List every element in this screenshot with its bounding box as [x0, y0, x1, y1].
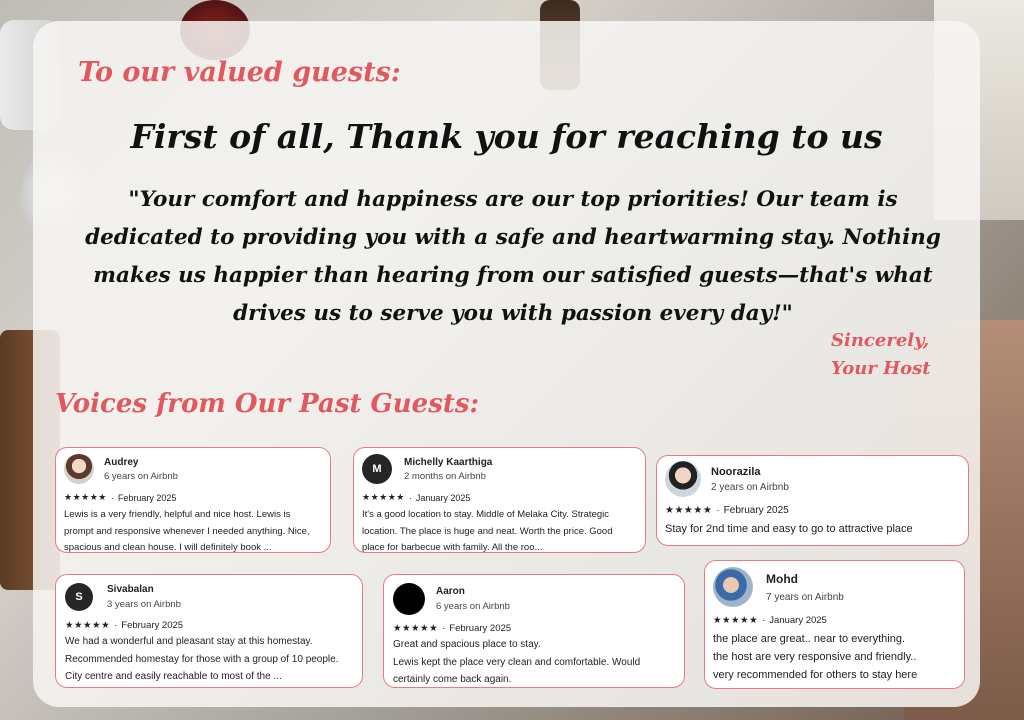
review-header: [362, 454, 637, 484]
signoff: [831, 327, 931, 383]
headline: First of all, Thank you for reaching to us: [130, 117, 883, 156]
signoff-line1: Sincerely,: [831, 330, 930, 351]
review-text: the place are great.. near to everything. the host are very responsive and friendly.. very recommended for others to stay here: [713, 633, 918, 681]
reviewer-tenure: 2 months on Airbnb: [404, 470, 486, 482]
reviewer-tenure: 3 years on Airbnb: [107, 599, 181, 610]
avatar: [665, 461, 701, 497]
review-card: [55, 447, 331, 553]
reviewer-name: Sivabalan: [107, 584, 154, 595]
separator: ·: [110, 492, 114, 503]
signoff-line2: Your Host: [831, 358, 931, 379]
review-date: February 2025: [121, 620, 184, 631]
star-rating-icon: ★★★★★: [64, 492, 107, 502]
review-card: [383, 574, 685, 688]
review-header: [64, 454, 322, 484]
review-card: [353, 447, 646, 553]
star-rating-icon: ★★★★★: [665, 505, 713, 516]
star-rating-icon: ★★★★★: [713, 615, 759, 626]
message-panel: [33, 21, 980, 707]
review-text: It's a good location to stay. Middle of Melaka City. Strategic location. The place is huge and neat. Worth the price. Good place for barbecue with family. All the roo...: [362, 509, 613, 553]
review-header: [393, 583, 675, 615]
review-meta: [713, 615, 956, 626]
avatar: M: [362, 454, 392, 484]
review-card: [704, 560, 965, 689]
avatar: [713, 567, 753, 607]
reviewer-name: Noorazila: [711, 465, 761, 478]
reviewer-name: Michelly Kaarthiga: [404, 456, 493, 468]
reviewer-tenure: 6 years on Airbnb: [104, 470, 178, 482]
separator: ·: [408, 492, 412, 503]
avatar: S: [65, 583, 93, 611]
review-header: [65, 583, 353, 611]
review-date: January 2025: [415, 492, 471, 503]
review-card: [656, 455, 969, 546]
avatar: [64, 454, 94, 484]
review-text: Stay for 2nd time and easy to go to attractive place: [665, 523, 913, 535]
host-quote: "Your comfort and happiness are our top priorities! Our team is dedicated to providing you with a safe and heartwarming stay. Nothing makes us happier than hearing from our satisfied guests—that's what drives us to serve you with passion every day!": [85, 187, 941, 326]
review-header: [713, 567, 956, 607]
review-text: Lewis is a very friendly, helpful and nice host. Lewis is prompt and responsive whenever I needed anything. Nice, spacious and clean house. I will definitely book ...: [64, 509, 310, 553]
review-date: February 2025: [723, 505, 789, 516]
reviewer-name: Aaron: [436, 586, 465, 597]
avatar: [393, 583, 425, 615]
star-rating-icon: ★★★★★: [362, 492, 405, 502]
review-text: Great and spacious place to stay. Lewis kept the place very clean and comfortable. Would certainly come back again.: [393, 639, 641, 685]
star-rating-icon: ★★★★★: [65, 620, 111, 631]
separator: ·: [114, 620, 118, 631]
voices-title: Voices from Our Past Guests:: [55, 389, 480, 419]
reviewer-tenure: 7 years on Airbnb: [766, 591, 844, 603]
review-meta: [393, 623, 675, 634]
review-card: [55, 574, 363, 688]
separator: ·: [442, 623, 446, 634]
separator: ·: [762, 615, 766, 626]
review-date: February 2025: [449, 623, 512, 634]
review-date: February 2025: [117, 492, 177, 503]
review-meta: [65, 620, 353, 631]
reviewer-name: Mohd: [766, 571, 798, 586]
star-rating-icon: ★★★★★: [393, 623, 439, 634]
review-meta: [665, 505, 960, 516]
review-text: We had a wonderful and pleasant stay at this homestay. Recommended homestay for those with a group of 10 people. City centre and easily reachable to most of the ...: [65, 636, 339, 682]
review-meta: [362, 492, 637, 503]
reviewer-tenure: 2 years on Airbnb: [711, 481, 789, 493]
review-header: [665, 461, 960, 497]
greeting: To our valued guests:: [78, 57, 401, 88]
reviewer-name: Audrey: [104, 456, 139, 468]
reviewer-tenure: 6 years on Airbnb: [436, 601, 510, 612]
review-date: January 2025: [769, 615, 827, 626]
review-meta: [64, 492, 322, 503]
separator: ·: [716, 505, 720, 516]
